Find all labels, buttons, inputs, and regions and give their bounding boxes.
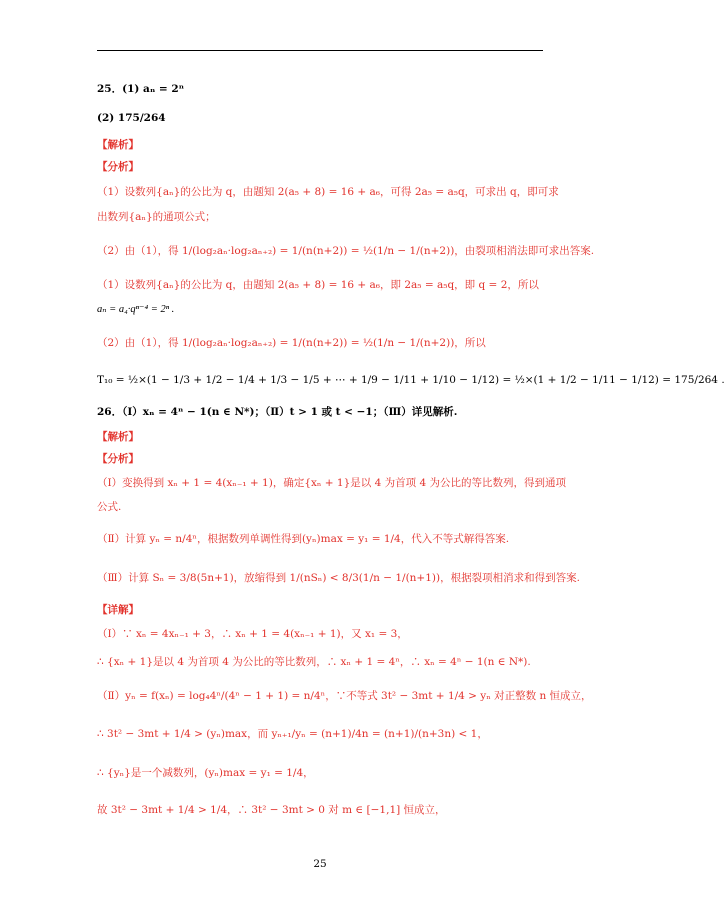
q25-solution-line-1: （1）设数列{aₙ}的公比为 q，由题知 2(a₅ + 8) = 16 + a₆，即 2a₅ = a₅q，即 q = 2，所以 bbox=[97, 279, 539, 291]
q25-fenxi-line-1: （1）设数列{aₙ}的公比为 q，由题知 2(a₅ + 8) = 16 + a₆，可得 2a₅ = a₅q，可求出 q，即可求 bbox=[97, 186, 559, 198]
page-number: 25 bbox=[313, 858, 327, 870]
q26-fenxi-heading: 【分析】 bbox=[97, 453, 139, 465]
q25-analysis-heading: 【解析】 bbox=[97, 139, 139, 151]
q26-detail-line-1: （Ⅰ）∵ xₙ = 4xₙ₋₁ + 3，∴ xₙ + 1 = 4(xₙ₋₁ + 1)，又 x₁ = 3， bbox=[97, 628, 408, 640]
q25-solution-line-4: T₁₀ = ½×(1 − 1/3 + 1/2 − 1/4 + 1/3 − 1/5 + ⋯ + 1/9 − 1/11 + 1/10 − 1/12) = ½×(1 + 1/2 − 1/11 − 1/12) = 175/264 . bbox=[97, 374, 725, 386]
q26-analysis-heading: 【解析】 bbox=[97, 431, 139, 443]
q26-detail-line-4: ∴ 3t² − 3mt + 1/4 > (yₙ)max，而 yₙ₊₁/yₙ = (n+1)/4n = (n+1)/(n+3n) < 1， bbox=[97, 728, 488, 740]
q26-title: 26．（Ⅰ）xₙ = 4ⁿ − 1(n ∈ N*)；（Ⅱ）t > 1 或 t < −1；（Ⅲ）详见解析. bbox=[97, 406, 458, 418]
q25-solution-line-2: aₙ = a₄·qⁿ⁻⁴ = 2ⁿ . bbox=[97, 304, 175, 315]
q25-answer-2: (2) 175/264 bbox=[97, 112, 166, 124]
q26-detail-line-5: ∴ {yₙ}是一个减数列，(yₙ)max = y₁ = 1/4， bbox=[97, 767, 314, 779]
q25-solution-line-3: （2）由（1），得 1/(log₂aₙ·log₂aₙ₊₂) = 1/(n(n+2)) = ½(1/n − 1/(n+2))，所以 bbox=[97, 337, 486, 349]
q25-fenxi-heading: 【分析】 bbox=[97, 161, 139, 173]
q26-detail-line-6: 故 3t² − 3mt + 1/4 > 1/4，∴ 3t² − 3mt > 0 对 m ∈ [−1,1] 恒成立， bbox=[97, 804, 446, 816]
q26-detail-line-2: ∴ {xₙ + 1}是以 4 为首项 4 为公比的等比数列，∴ xₙ + 1 = 4ⁿ，∴ xₙ = 4ⁿ − 1(n ∈ N*). bbox=[97, 656, 531, 668]
q26-fenxi-line-3: （Ⅱ）计算 yₙ = n/4ⁿ，根据数列单调性得到(yₙ)max = y₁ = 1/4，代入不等式解得答案. bbox=[97, 533, 510, 545]
q25-fenxi-line-3: （2）由（1），得 1/(log₂aₙ·log₂aₙ₊₂) = 1/(n(n+2)) = ½(1/n − 1/(n+2))，由裂项相消法即可求出答案. bbox=[97, 245, 595, 257]
q26-detail-line-3: （Ⅱ）yₙ = f(xₙ) = log₄4ⁿ/(4ⁿ − 1 + 1) = n/4ⁿ，∵不等式 3t² − 3mt + 1/4 > yₙ 对正整数 n 恒成立， bbox=[97, 690, 592, 702]
q25-fenxi-line-2: 出数列{aₙ}的通项公式； bbox=[97, 211, 216, 223]
q26-fenxi-line-2: 公式. bbox=[97, 501, 122, 513]
q26-fenxi-line-4: （Ⅲ）计算 Sₙ = 3/8(5n+1)，放缩得到 1/(nSₙ) < 8/3(1/n − 1/(n+1))，根据裂项相消求和得到答案. bbox=[97, 572, 580, 584]
q26-fenxi-line-1: （Ⅰ）变换得到 xₙ + 1 = 4(xₙ₋₁ + 1)，确定{xₙ + 1}是以 4 为首项 4 为公比的等比数列，得到通项 bbox=[97, 477, 567, 489]
header-rule bbox=[97, 50, 543, 51]
q25-title: 25．(1) aₙ = 2ⁿ bbox=[97, 83, 185, 95]
q26-detail-heading: 【详解】 bbox=[97, 604, 139, 616]
